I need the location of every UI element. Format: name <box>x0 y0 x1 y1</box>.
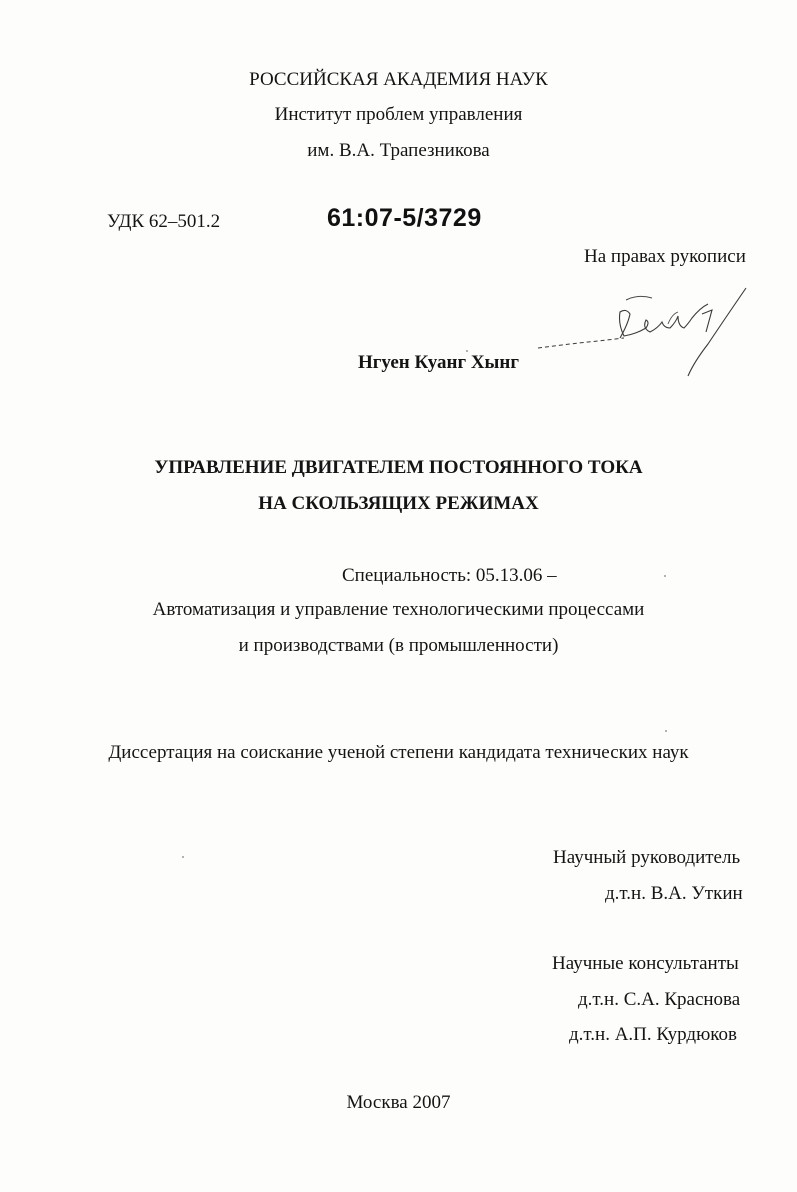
scan-speck <box>466 350 468 352</box>
supervisor-name: д.т.н. В.А. Уткин <box>605 883 743 904</box>
library-stamp-code: 61:07-5/3729 <box>327 204 482 232</box>
dissertation-degree-line: Диссертация на соискание ученой степени кандидата технических наук <box>108 742 689 763</box>
scan-speck <box>664 575 666 577</box>
specialty-line-3: и производствами (в промышленности) <box>238 635 559 656</box>
scan-speck <box>665 730 667 732</box>
specialty-code: Специальность: 05.13.06 – <box>342 565 557 586</box>
institute-line: Институт проблем управления <box>274 104 523 125</box>
specialty-line-2: Автоматизация и управление технологическими процессами <box>152 599 645 620</box>
consultant-name: д.т.н. С.А. Краснова <box>578 989 741 1010</box>
consultant-name: д.т.н. А.П. Курдюков <box>569 1024 737 1045</box>
consultants-label: Научные консультанты <box>552 953 739 974</box>
scan-speck <box>182 856 184 858</box>
thesis-title-line-1: УПРАВЛЕНИЕ ДВИГАТЕЛЕМ ПОСТОЯННОГО ТОКА <box>154 457 643 478</box>
handwritten-signature-icon <box>528 284 756 380</box>
city-year: Москва 2007 <box>346 1092 451 1113</box>
thesis-title-line-2: НА СКОЛЬЗЯЩИХ РЕЖИМАХ <box>258 493 539 514</box>
institute-name: им. В.А. Трапезникова <box>307 140 490 161</box>
manuscript-note: На правах рукописи <box>584 246 746 267</box>
author-name: Нгуен Куанг Хынг <box>358 352 519 373</box>
supervisor-label: Научный руководитель <box>553 847 741 868</box>
academy-name: РОССИЙСКАЯ АКАДЕМИЯ НАУК <box>249 69 548 90</box>
udc-code: УДК 62–501.2 <box>107 211 221 232</box>
